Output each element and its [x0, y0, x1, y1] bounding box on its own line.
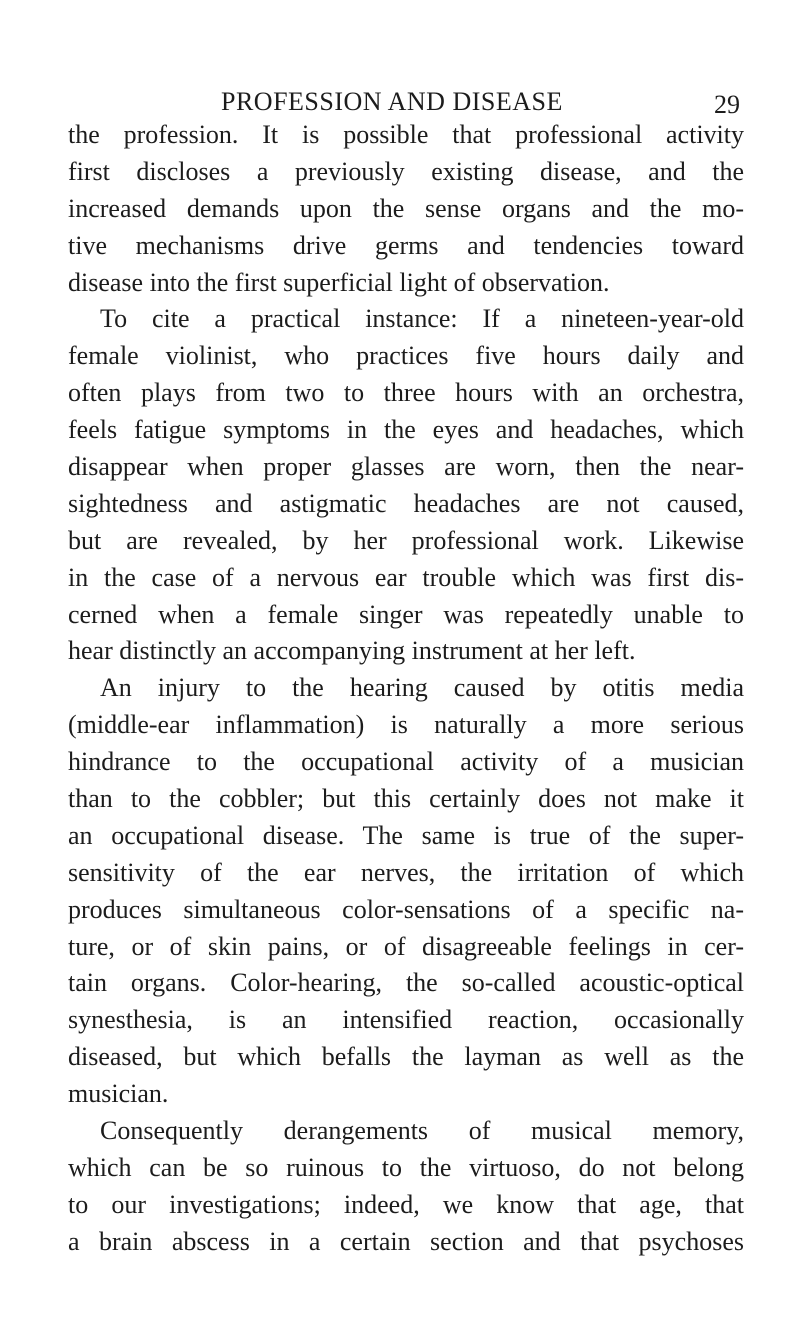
text-line: but are revealed, by her professional work. Likewise — [68, 525, 744, 555]
text-line: in the case of a nervous ear trouble which was first dis- — [68, 562, 744, 592]
text-line: sensitivity of the ear nerves, the irritation of which — [68, 857, 744, 887]
running-title: PROFESSION AND DISEASE — [221, 87, 563, 116]
text-line: increased demands upon the sense organs and the mo- — [68, 193, 744, 223]
text-line: cerned when a female singer was repeatedly unable to — [68, 599, 744, 629]
text-line: musician. — [68, 1079, 169, 1109]
running-head — [0, 84, 800, 120]
text-line: feels fatigue symptoms in the eyes and headaches, which — [68, 415, 744, 445]
text-line: a brain abscess in a certain section and that psychoses — [68, 1226, 744, 1256]
text-line: which can be so ruinous to the virtuoso, do not belong — [68, 1152, 744, 1182]
text-line: (middle-ear inflammation) is naturally a more serious — [68, 710, 744, 740]
page-number: 29 — [714, 90, 740, 119]
text-line: diseased, but which befalls the layman as well as the — [68, 1042, 744, 1072]
text-line: often plays from two to three hours with an orchestra, — [68, 378, 744, 408]
text-line: To cite a practical instance: If a nineteen-year-old — [100, 304, 744, 334]
text-line: than to the cobbler; but this certainly does not make it — [68, 784, 744, 814]
text-line: disease into the first superficial light of observation. — [68, 267, 610, 297]
text-line: an occupational disease. The same is true of the super- — [68, 820, 744, 850]
text-line: hear distinctly an accompanying instrument at her left. — [68, 636, 636, 666]
text-line: first discloses a previously existing disease, and the — [68, 156, 744, 186]
text-line: hindrance to the occupational activity of a musician — [68, 747, 744, 777]
text-line: ture, or of skin pains, or of disagreeable feelings in cer- — [68, 931, 744, 961]
text-line: produces simultaneous color-sensations of a specific na- — [68, 894, 744, 924]
text-line: Consequently derangements of musical memory, — [100, 1116, 744, 1146]
text-line: synesthesia, is an intensified reaction, occasionally — [68, 1005, 744, 1035]
text-line: tain organs. Color-hearing, the so-called acoustic-optical — [68, 968, 744, 998]
text-line: the profession. It is possible that professional activity — [68, 120, 744, 149]
text-line: tive mechanisms drive germs and tendencies toward — [68, 230, 744, 260]
text-line: An injury to the hearing caused by otitis media — [100, 673, 744, 703]
text-line: sightedness and astigmatic headaches are not caused, — [68, 488, 744, 518]
text-line: disappear when proper glasses are worn, then the near- — [68, 452, 744, 482]
text-line: to our investigations; indeed, we know that age, that — [68, 1189, 744, 1219]
body-text — [68, 117, 744, 1261]
text-line: female violinist, who practices five hours daily and — [68, 341, 744, 371]
